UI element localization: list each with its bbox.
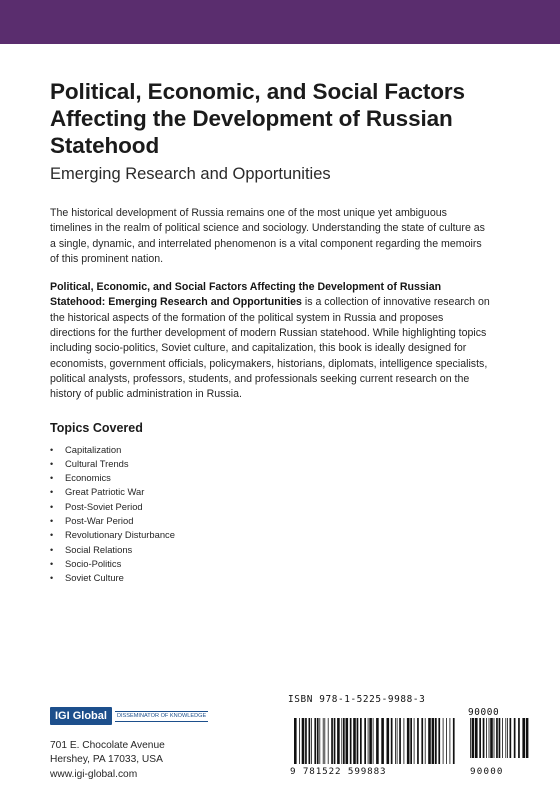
barcode-bar	[410, 718, 412, 764]
barcode-bar	[407, 718, 410, 764]
barcode-bar	[294, 718, 297, 764]
top-color-band	[0, 0, 560, 44]
barcode-bar	[514, 718, 516, 758]
book-title: Political, Economic, and Social Factors Affecting the Development of Russian Statehood	[50, 79, 465, 158]
barcode-bar	[472, 718, 475, 758]
barcode-bar	[505, 718, 506, 758]
barcode-bar	[381, 718, 384, 764]
publisher-address	[50, 739, 250, 782]
barcode-bar	[331, 718, 333, 764]
topics-list	[50, 443, 490, 586]
bullet-icon: •	[50, 558, 54, 569]
barcode-bar	[425, 718, 426, 764]
barcode-bar	[432, 718, 435, 764]
price-code: 90000	[468, 707, 500, 718]
logo-tagline: DISSEMINATOR OF KNOWLEDGE	[115, 711, 208, 722]
barcode-bar	[353, 718, 356, 764]
barcode-bar	[373, 718, 374, 764]
list-item	[50, 528, 490, 542]
barcode-bar	[470, 718, 471, 758]
barcode-bar	[397, 718, 398, 764]
barcode-bar	[337, 718, 340, 764]
barcode-bar	[360, 718, 362, 764]
barcode-bar	[309, 718, 311, 764]
barcode-bar	[369, 718, 372, 764]
bullet-icon: •	[50, 530, 54, 541]
barcode-bar	[343, 718, 345, 764]
barcode-digits-price: 90000	[470, 766, 504, 776]
barcode-bar	[443, 718, 444, 764]
bullet-icon: •	[50, 444, 54, 455]
bullet-icon: •	[50, 573, 54, 584]
barcode-bar	[368, 718, 369, 764]
barcode-bar	[417, 718, 419, 764]
description-bold-title: Political, Economic, and Social Factors Affecting the Development of Russian Statehood: Emerging Research and Opportunities	[50, 281, 442, 309]
publisher-logo	[50, 704, 250, 728]
barcode-bar	[302, 718, 305, 764]
barcode-bar	[414, 718, 415, 764]
barcode-bar	[496, 718, 498, 758]
topic-label: Revolutionary Disturbance	[65, 529, 175, 541]
bullet-icon: •	[50, 458, 54, 469]
topic-label: Cultural Trends	[65, 457, 129, 469]
barcode-bar	[522, 718, 525, 758]
barcode-bar	[299, 718, 300, 764]
list-item	[50, 471, 490, 485]
barcode-bar	[483, 718, 485, 758]
barcode-bar	[399, 718, 401, 764]
list-item	[50, 443, 490, 457]
barcode-bar	[494, 718, 495, 758]
publisher-block	[50, 704, 250, 782]
topic-label: Great Patriotic War	[65, 486, 145, 498]
barcode-bar	[507, 718, 508, 758]
topic-label: Socio-Politics	[65, 557, 122, 569]
list-item	[50, 485, 490, 499]
bullet-icon: •	[50, 487, 54, 498]
topic-label: Social Relations	[65, 543, 133, 555]
barcode-bar	[404, 718, 405, 764]
list-item	[50, 500, 490, 514]
topic-label: Economics	[65, 472, 111, 484]
barcode-bars-price	[470, 718, 528, 758]
isbn-barcode	[288, 694, 530, 776]
barcode-bar	[435, 718, 437, 764]
barcode-bar	[350, 718, 352, 764]
description-paragraph-2	[50, 280, 490, 402]
logo-wordmark: IGI Global	[50, 707, 112, 725]
barcode-bar	[421, 718, 423, 764]
barcode-bar	[319, 718, 320, 764]
isbn-number: ISBN 978-1-5225-9988-3	[288, 694, 426, 705]
barcode-bar	[317, 718, 319, 764]
barcode-bar	[341, 718, 342, 764]
list-item	[50, 557, 490, 571]
bullet-icon: •	[50, 516, 54, 527]
barcode-bar	[328, 718, 329, 764]
barcode-bar	[314, 718, 316, 764]
barcode-bar	[387, 718, 390, 764]
list-item	[50, 457, 490, 471]
barcode-bar	[475, 718, 478, 758]
barcode-bar	[489, 718, 490, 758]
description-paragraph-1: The historical development of Russia remains one of the most unique yet ambiguous timelines in the realm of political science and sociology. Understanding the state of culture as a single, dynamic, and interrelated phenomenon is a vital component regarding the memoirs of this prominent nation.	[50, 207, 485, 265]
bullet-icon: •	[50, 501, 54, 512]
barcode-bar	[323, 718, 324, 764]
address-line-2: Hershey, PA 17033, USA	[50, 754, 163, 766]
barcode-bar	[376, 718, 379, 764]
barcode-bars-main	[294, 718, 455, 764]
topic-label: Soviet Culture	[65, 572, 124, 584]
bullet-icon: •	[50, 473, 54, 484]
barcode-bar	[450, 718, 451, 764]
description-body: is a collection of innovative research on the historical aspects of the formation of the political system in Russia and proposes directions for the further development of modern Russian statehood. While highlighting topics including socio-politics, Soviet culture, and capitalization, this book is ideally designed for economists, government officials, policymakers, historians, diplomats, intelligence specialists, political analysts, professors, students, and professionals seeking current research on the history of public administration in Russia.	[50, 296, 490, 401]
address-line-1: 701 E. Chocolate Avenue	[50, 740, 165, 751]
barcode-bar	[438, 718, 440, 764]
barcode-bar	[446, 718, 447, 764]
barcode-graphic	[288, 718, 530, 776]
barcode-bar	[346, 718, 349, 764]
barcode-bar	[499, 718, 501, 758]
barcode-bar	[305, 718, 307, 764]
book-subtitle: Emerging Research and Opportunities	[50, 165, 331, 183]
barcode-bar	[428, 718, 431, 764]
barcode-bar	[453, 718, 455, 764]
topic-label: Post-War Period	[65, 515, 134, 527]
barcode-bar	[324, 718, 325, 764]
list-item	[50, 543, 490, 557]
barcode-bar	[486, 718, 487, 758]
barcode-bar	[334, 718, 336, 764]
barcode-bar	[479, 718, 481, 758]
barcode-digits-main: 9 781522 599883	[290, 766, 387, 776]
barcode-bar	[526, 718, 529, 758]
list-item	[50, 571, 490, 585]
list-item	[50, 514, 490, 528]
bullet-icon: •	[50, 544, 54, 555]
topics-heading: Topics Covered	[50, 420, 143, 435]
barcode-bar	[502, 718, 503, 758]
barcode-bar	[364, 718, 366, 764]
barcode-bar	[518, 718, 520, 758]
publisher-website-link[interactable]: www.igi-global.com	[50, 768, 138, 780]
barcode-bar	[510, 718, 512, 758]
back-cover-content	[50, 78, 490, 586]
topic-label: Capitalization	[65, 443, 122, 455]
barcode-bar	[357, 718, 359, 764]
topic-label: Post-Soviet Period	[65, 500, 143, 512]
barcode-bar	[391, 718, 393, 764]
barcode-bar	[490, 718, 493, 758]
barcode-bar	[395, 718, 396, 764]
barcode-bar	[311, 718, 312, 764]
